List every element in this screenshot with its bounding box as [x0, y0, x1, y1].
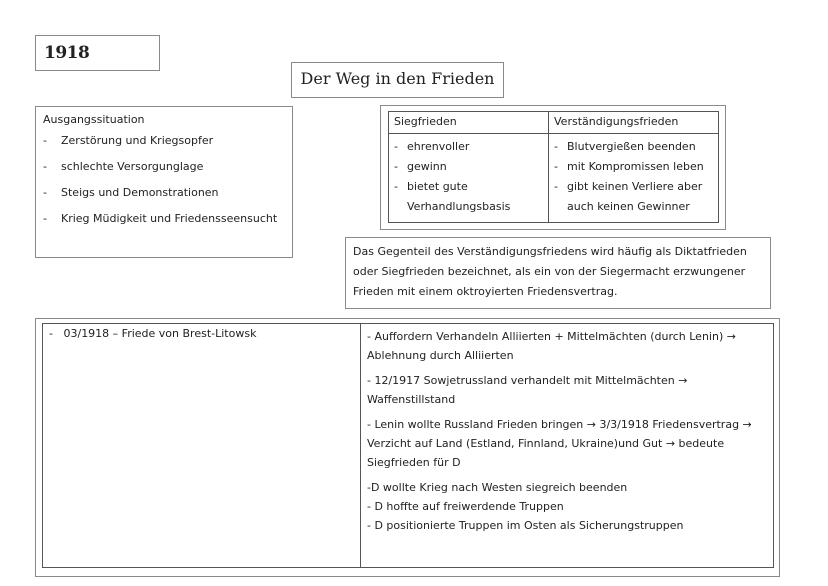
event-detail: - 12/1917 Sowjetrussland verhandelt mit Mittelmächten → Waffenstillstand: [367, 374, 688, 406]
comparison-table: [388, 111, 719, 223]
verstaendigungsfrieden-item: mit Kompromissen leben: [567, 160, 704, 173]
definition-line: Das Gegenteil des Verständigungsfriedens wird häufig als Diktatfrieden: [353, 245, 747, 258]
definition-line: oder Siegfrieden bezeichnet, als ein von der Siegermacht erzwungener: [353, 265, 746, 278]
list-item: - gibt keinen Verliere aber: [554, 177, 713, 197]
list-item: - schlechte Versorgunglage: [43, 160, 204, 173]
list-item: - Krieg Müdigkeit und Friedensseensucht: [43, 212, 278, 225]
list-item: [554, 197, 713, 217]
event-detail: - D positionierte Truppen im Osten als Sicherungstruppen: [367, 519, 684, 532]
situation-heading: Ausgangssituation: [43, 113, 145, 126]
list-item: - Zerstörung und Kriegsopfer: [43, 134, 214, 147]
situation-item-text: Krieg Müdigkeit und Friedensseensucht: [61, 212, 278, 225]
events-box: [35, 318, 780, 577]
event-title-cell: [43, 324, 361, 568]
siegfrieden-item: ehrenvoller: [407, 140, 470, 153]
verstaendigungsfrieden-cell: [549, 134, 719, 223]
siegfrieden-item: gewinn: [407, 160, 447, 173]
situation-item-text: Steigs und Demonstrationen: [61, 186, 219, 199]
title-box: [291, 62, 504, 98]
list-item: [394, 197, 543, 217]
event-details-cell: [361, 324, 774, 568]
situation-item-text: Zerstörung und Kriegsopfer: [61, 134, 214, 147]
situation-list: [43, 134, 285, 226]
event-title: 03/1918 – Friede von Brest-Litowsk: [63, 327, 257, 340]
verstaendigungsfrieden-item: gibt keinen Verliere aber: [567, 180, 703, 193]
year-label: 1918: [44, 43, 90, 63]
list-item: - mit Kompromissen leben: [554, 157, 713, 177]
siegfrieden-header: Siegfrieden: [389, 112, 549, 134]
verstaendigungsfrieden-item: auch keinen Gewinner: [567, 200, 690, 213]
year-box: [35, 35, 160, 71]
list-item: - bietet gute: [394, 177, 543, 197]
definition-line: Frieden mit einem oktroyierten Friedensvertrag.: [353, 285, 618, 298]
definition-box: [345, 237, 771, 309]
situation-box: [35, 106, 293, 258]
list-item: - gewinn: [394, 157, 543, 177]
page-title: Der Weg in den Frieden: [300, 69, 495, 88]
event-dash: -: [49, 327, 53, 340]
verstaendigungsfrieden-header: Verständigungsfrieden: [549, 112, 719, 134]
verstaendigungsfrieden-item: Blutvergießen beenden: [567, 140, 696, 153]
event-detail: -D wollte Krieg nach Westen siegreich beenden: [367, 481, 628, 494]
event-detail: - Lenin wollte Russland Frieden bringen → 3/3/1918 Friedensvertrag → Verzicht auf Land (Estland, Finnland, Ukraine)und Gut → bedeute Siegfrieden für D: [367, 418, 752, 469]
list-item: - Steigs und Demonstrationen: [43, 186, 219, 199]
comparison-box: [380, 105, 726, 230]
events-table: [42, 323, 774, 568]
siegfrieden-cell: [389, 134, 549, 223]
list-item: - Blutvergießen beenden: [554, 137, 713, 157]
list-item: - ehrenvoller: [394, 137, 543, 157]
siegfrieden-item: Verhandlungsbasis: [407, 200, 511, 213]
situation-item-text: schlechte Versorgunglage: [61, 160, 204, 173]
siegfrieden-item: bietet gute: [407, 180, 468, 193]
event-detail: - Auffordern Verhandeln Alliierten + Mittelmächten (durch Lenin) → Ablehnung durch Alliierten: [367, 330, 736, 362]
event-detail: - D hoffte auf freiwerdende Truppen: [367, 500, 564, 513]
